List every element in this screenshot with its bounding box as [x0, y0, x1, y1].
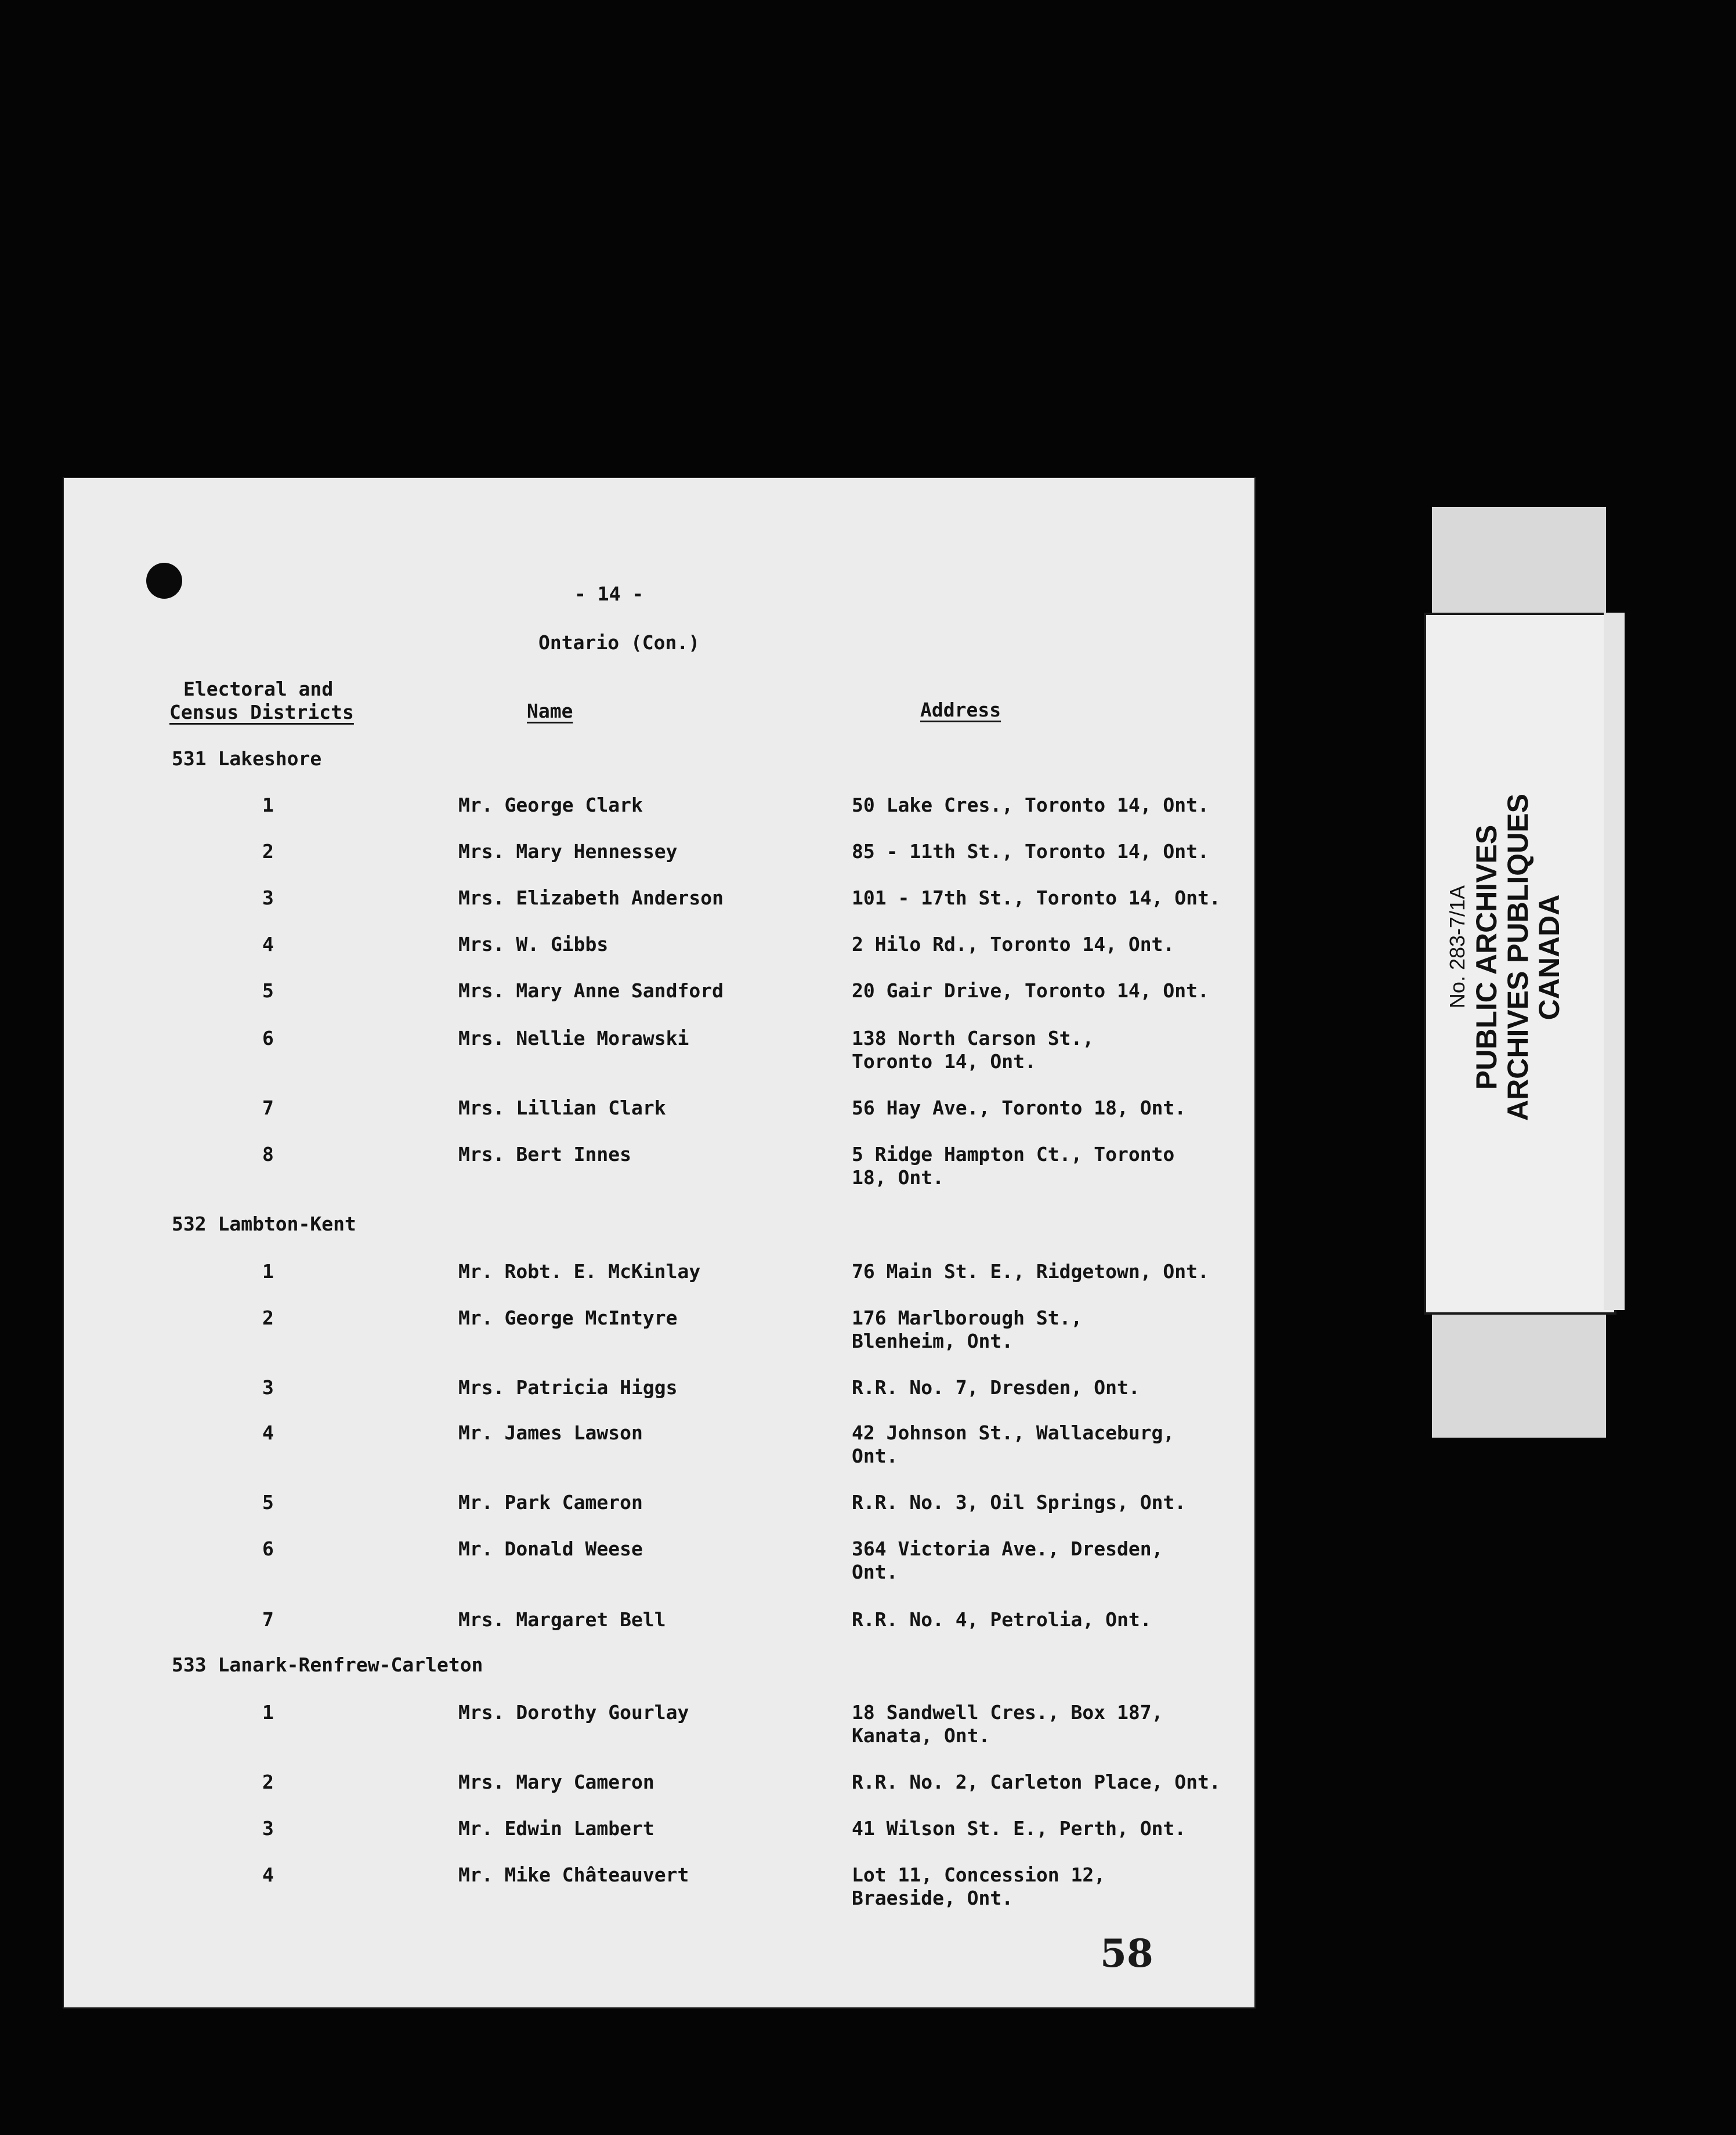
- entry-number: 2: [262, 1307, 274, 1329]
- header-address: Address: [920, 699, 1001, 721]
- entry-number: 3: [262, 886, 274, 909]
- archive-label-line1: PUBLIC ARCHIVES: [1470, 824, 1503, 1090]
- entry-address-line: 18, Ont.: [852, 1166, 944, 1189]
- entry-number: 2: [262, 840, 274, 863]
- entry-address-line: 42 Johnson St., Wallaceburg,: [852, 1421, 1175, 1444]
- entry-name: Mr. Park Cameron: [458, 1491, 643, 1514]
- entry-name: Mr. Mike Châteauvert: [458, 1863, 689, 1886]
- entry-name: Mr. Robt. E. McKinlay: [458, 1260, 701, 1283]
- entry-number: 3: [262, 1376, 274, 1399]
- entry-name: Mr. Donald Weese: [458, 1537, 643, 1560]
- district-title: 531 Lakeshore: [172, 747, 322, 770]
- header-district-line2: Census Districts: [169, 701, 354, 723]
- entry-number: 1: [262, 1701, 274, 1724]
- entry-name: Mr. Edwin Lambert: [458, 1817, 654, 1840]
- entry-address-line: 5 Ridge Hampton Ct., Toronto: [852, 1143, 1175, 1166]
- entry-address-line: 364 Victoria Ave., Dresden,: [852, 1537, 1163, 1560]
- entry-address-line: 176 Marlborough St.,: [852, 1307, 1083, 1329]
- entry-address-line: R.R. No. 2, Carleton Place, Ont.: [852, 1771, 1221, 1793]
- entry-number: 4: [262, 1863, 274, 1886]
- entry-address-line: 101 - 17th St., Toronto 14, Ont.: [852, 886, 1221, 909]
- entry-address-line: 56 Hay Ave., Toronto 18, Ont.: [852, 1097, 1187, 1119]
- entry-number: 5: [262, 1491, 274, 1514]
- entry-number: 6: [262, 1027, 274, 1050]
- entry-number: 8: [262, 1143, 274, 1166]
- entry-name: Mrs. Elizabeth Anderson: [458, 886, 724, 909]
- entry-name: Mrs. Nellie Morawski: [458, 1027, 689, 1050]
- entry-name: Mrs. Patricia Higgs: [458, 1376, 678, 1399]
- entry-address-line: 41 Wilson St. E., Perth, Ont.: [852, 1817, 1187, 1840]
- entry-address-line: Braeside, Ont.: [852, 1887, 1014, 1909]
- entry-name: Mrs. W. Gibbs: [458, 933, 609, 956]
- entry-number: 7: [262, 1097, 274, 1119]
- entry-name: Mr. James Lawson: [458, 1421, 643, 1444]
- district-title: 532 Lambton-Kent: [172, 1213, 356, 1235]
- archive-label-line3: CANADA: [1533, 894, 1565, 1021]
- entry-address-line: 20 Gair Drive, Toronto 14, Ont.: [852, 979, 1209, 1002]
- header-district-line1: Electoral and: [183, 678, 334, 700]
- entry-address-line: R.R. No. 3, Oil Springs, Ont.: [852, 1491, 1187, 1514]
- header-name: Name: [527, 700, 573, 722]
- entry-number: 4: [262, 1421, 274, 1444]
- entry-number: 2: [262, 1771, 274, 1793]
- entry-number: 7: [262, 1608, 274, 1631]
- entry-address-line: 85 - 11th St., Toronto 14, Ont.: [852, 840, 1209, 863]
- entry-address-line: Ont.: [852, 1561, 898, 1583]
- entry-address-line: 2 Hilo Rd., Toronto 14, Ont.: [852, 933, 1175, 956]
- district-title: 533 Lanark-Renfrew-Carleton: [172, 1653, 483, 1676]
- entry-address-line: 138 North Carson St.,: [852, 1027, 1094, 1050]
- entry-name: Mrs. Margaret Bell: [458, 1608, 666, 1631]
- entry-name: Mrs. Mary Cameron: [458, 1771, 654, 1793]
- entry-number: 4: [262, 933, 274, 956]
- entry-name: Mrs. Lillian Clark: [458, 1097, 666, 1119]
- entry-address-line: 76 Main St. E., Ridgetown, Ont.: [852, 1260, 1209, 1283]
- archive-label-edge: [1604, 613, 1625, 1310]
- entry-name: Mr. George Clark: [458, 794, 643, 816]
- archive-label-line2: ARCHIVES PUBLIQUES: [1502, 794, 1534, 1121]
- frame-number-stamp: 58: [1100, 1931, 1153, 1976]
- entry-address-line: R.R. No. 4, Petrolia, Ont.: [852, 1608, 1152, 1631]
- entry-address-line: Lot 11, Concession 12,: [852, 1863, 1106, 1886]
- page-number: - 14 -: [574, 582, 644, 605]
- entry-address-line: 50 Lake Cres., Toronto 14, Ont.: [852, 794, 1209, 816]
- entry-address-line: Blenheim, Ont.: [852, 1330, 1014, 1352]
- entry-name: Mrs. Bert Innes: [458, 1143, 632, 1166]
- entry-address-line: Kanata, Ont.: [852, 1724, 990, 1747]
- entry-address-line: 18 Sandwell Cres., Box 187,: [852, 1701, 1163, 1724]
- entry-number: 1: [262, 794, 274, 816]
- entry-address-line: R.R. No. 7, Dresden, Ont.: [852, 1376, 1140, 1399]
- entry-number: 5: [262, 979, 274, 1002]
- entry-name: Mrs. Dorothy Gourlay: [458, 1701, 689, 1724]
- entry-name: Mrs. Mary Hennessey: [458, 840, 678, 863]
- entry-number: 1: [262, 1260, 274, 1283]
- archive-label-number: No. 283-7/1A: [1445, 885, 1469, 1009]
- entry-number: 6: [262, 1537, 274, 1560]
- entry-address-line: Ont.: [852, 1445, 898, 1467]
- entry-name: Mr. George McIntyre: [458, 1307, 678, 1329]
- entry-number: 3: [262, 1817, 274, 1840]
- entry-address-line: Toronto 14, Ont.: [852, 1050, 1036, 1073]
- punch-hole: [146, 563, 182, 599]
- entry-name: Mrs. Mary Anne Sandford: [458, 979, 724, 1002]
- archive-label-title: [1471, 794, 1565, 1121]
- page-subtitle: Ontario (Con.): [538, 631, 700, 654]
